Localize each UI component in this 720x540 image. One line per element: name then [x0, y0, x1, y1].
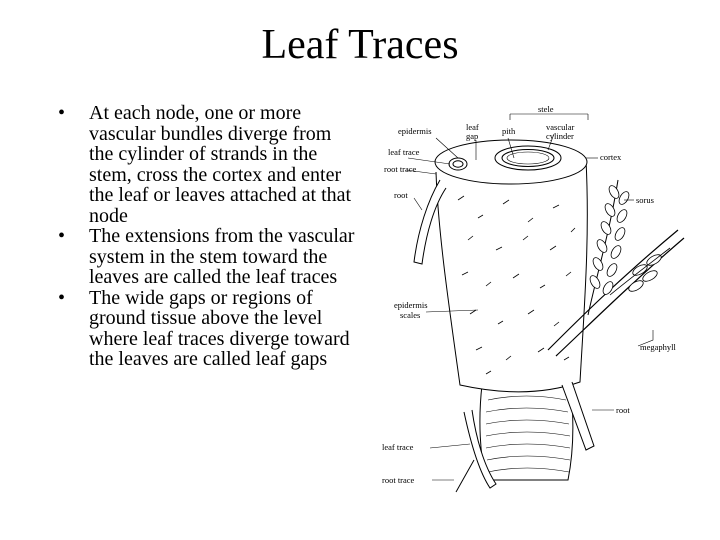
label-pith: pith — [502, 126, 516, 136]
label-scales: scales — [400, 310, 421, 320]
label-vascular-line1: vascular — [546, 122, 575, 132]
bullet-item — [58, 288, 358, 370]
stem-illustration — [378, 100, 700, 494]
bullet-text: The wide gaps or regions of ground tissue above the level where leaf traces diverge toward the leaves are called leaf gaps — [89, 286, 350, 370]
label-root-right: root — [616, 405, 630, 415]
bullet-marker: • — [58, 102, 66, 124]
slide-title: Leaf Traces — [261, 22, 459, 68]
label-root-trace-bottom: root trace — [382, 475, 415, 485]
bullet-text: At each node, one or more vascular bundles diverge from the cylinder of strands in the stem, cross the cortex and enter the leaf or leaves attached at that node — [89, 102, 352, 227]
label-stele: stele — [538, 104, 554, 114]
label-root-left: root — [394, 190, 408, 200]
label-leaf-trace: leaf trace — [388, 147, 420, 157]
bullet-marker: • — [58, 286, 66, 309]
label-cortex: cortex — [600, 152, 622, 162]
bullet-item — [58, 103, 358, 226]
label-leaf-gap-line2: gap — [466, 131, 479, 141]
bullet-text: The extensions from the vascular system in the stem toward the leaves are called the leaf traces — [89, 225, 355, 288]
bullet-list — [58, 103, 358, 370]
label-leaf-trace-bottom: leaf trace — [382, 442, 414, 452]
label-root-trace-top: root trace — [384, 164, 417, 174]
label-epidermis-mid: epidermis — [394, 300, 428, 310]
label-vascular-line2: cylinder — [546, 131, 574, 141]
label-sorus: sorus — [636, 195, 654, 205]
bullet-marker: • — [58, 225, 66, 247]
label-epidermis-top: epidermis — [398, 126, 432, 136]
label-leaf-gap-line1: leaf — [466, 122, 479, 132]
bullet-item — [58, 226, 358, 288]
label-megaphyll: megaphyll — [640, 342, 676, 352]
